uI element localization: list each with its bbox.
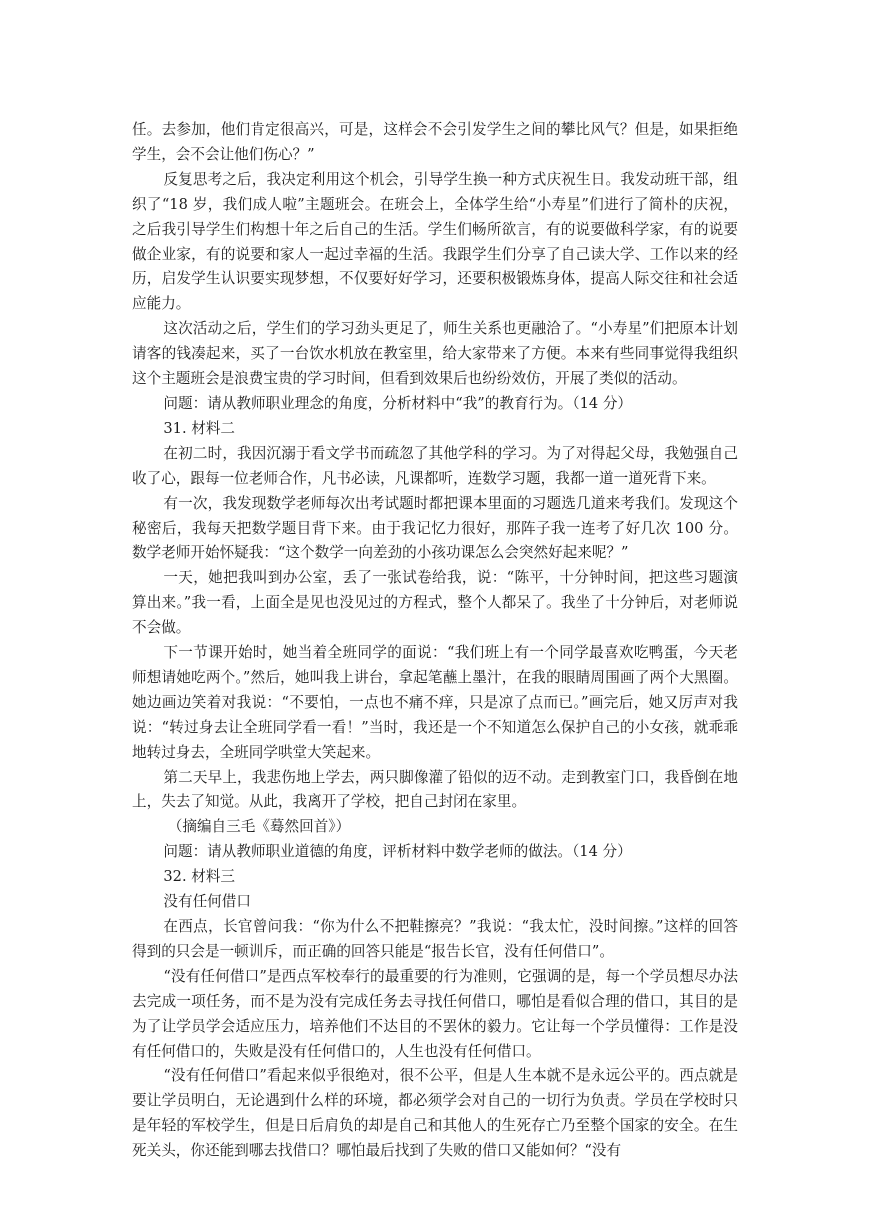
heading-material-2: 31. 材料二 <box>163 419 236 437</box>
paragraph-material-2-classroom: 下一节课开始时，她当着全班同学的面说：“我们班上有一个同学最喜欢吃鸭蛋，今天老师想请她吃两个。”然后，她叫我上讲台，拿起笔蘸上墨汁，在我的眼睛周围画了两个大黑圈。她边画边笑着对我说：“不要怕，一点也不痛不痒，只是凉了点而已。”画完后，她又厉声对我说：“转过身去让全班同学看一看！”当时，我还是一个不知道怎么保护自己的小女孩，就乖乖地转过身去，全班同学哄堂大笑起来。 <box>132 644 738 761</box>
paragraph-material-3-principle: “没有任何借口”是西点军校奉行的最重要的行为准则，它强调的是，每一个学员想尽办法去完成一项任务，而不是为没有完成任务去寻找任何借口，哪怕是看似合理的借口，其目的是为了让学员学会适应压力，培养他们不达目的不罢休的毅力。它让每一个学员懂得：工作是没有任何借口的，失败是没有任何借口的，人生也没有任何借口。 <box>132 967 738 1060</box>
paragraph-material-2-aftermath: 第二天早上，我悲伤地上学去，两只脚像灌了铅似的迈不动。走到教室门口，我昏倒在地上，失去了知觉。从此，我离开了学校，把自己封闭在家里。 <box>132 768 738 811</box>
source-citation: （摘编自三毛《蓦然回首》） <box>167 818 351 836</box>
paragraph-material-3-westpoint: 在西点，长官曾问我：“你为什么不把鞋擦亮？”我说：“我太忙，没时间擦。”这样的回答得到的只会是一顿训斥，而正确的回答只能是“报告长官，没有任何借口”。 <box>132 918 738 960</box>
document-page <box>132 118 738 1164</box>
article-title: 没有任何借口 <box>163 893 251 911</box>
heading-material-3: 32. 材料三 <box>163 868 236 886</box>
question-31: 问题：请从教师职业道德的角度，评析材料中数学老师的做法。（14 分） <box>163 843 632 861</box>
paragraph-continuation: 任。去参加，他们肯定很高兴，可是，这样会不会引发学生之间的攀比风气？但是，如果拒绝学生，会不会让他们伤心？” <box>132 121 738 163</box>
paragraph-material-2-discovery: 有一次，我发现数学老师每次出考试题时都把课本里面的习题选几道来考我们。发现这个秘密后，我每天把数学题目背下来。由于我记忆力很好，那阵子我一连考了好几次 100 分。数学老师开始怀疑我：“这个数学一向差劲的小孩功课怎么会突然好起来呢？” <box>132 494 738 562</box>
paragraph-material-3-fairness: “没有任何借口”看起来似乎很绝对，很不公平，但是人生本就不是永远公平的。西点就是要让学员明白，无论遇到什么样的环境，都必须学会对自己的一切行为负责。学员在学校时只是年轻的军校学生，但是日后肩负的却是自己和其他人的生死存亡乃至整个国家的安全。在生死关头，你还能到哪去找借口？哪怕最后找到了失败的借口又能如何？“没有 <box>132 1067 738 1160</box>
paragraph-reflection: 反复思考之后，我决定利用这个机会，引导学生换一种方式庆祝生日。我发动班干部，组织了“18 岁，我们成人啦”主题班会。在班会上，全体学生给“小寿星”们进行了简朴的庆祝，之后我引导学生们构想十年之后自己的生活。学生们畅所欲言，有的说要做科学家，有的说要做企业家，有的说要和家人一起过幸福的生活。我跟学生们分享了自己读大学、工作以来的经历，启发学生认识要实现梦想，不仅要好好学习，还要积极锻炼身体，提高人际交往和社会适应能力。 <box>132 170 738 313</box>
paragraph-material-2-intro: 在初二时，我因沉溺于看文学书而疏忽了其他学科的学习。为了对得起父母，我勉强自己收了心，跟每一位老师合作，凡书必读，凡课都听，连数学习题，我都一道一道死背下来。 <box>132 444 738 487</box>
paragraph-outcome: 这次活动之后，学生们的学习劲头更足了，师生关系也更融洽了。“小寿星”们把原本计划请客的钱凑起来，买了一台饮水机放在教室里，给大家带来了方便。本来有些同事觉得我组织这个主题班会是浪费宝贵的学习时间，但看到效果后也纷纷效仿，开展了类似的活动。 <box>132 320 738 388</box>
question-30: 问题：请从教师职业理念的角度，分析材料中“我”的教育行为。（14 分） <box>163 394 633 412</box>
paragraph-material-2-office: 一天，她把我叫到办公室，丢了一张试卷给我，说：“陈平，十分钟时间，把这些习题演算出来。”我一看，上面全是见也没见过的方程式，整个人都呆了。我坐了十分钟后，对老师说不会做。 <box>132 569 738 637</box>
